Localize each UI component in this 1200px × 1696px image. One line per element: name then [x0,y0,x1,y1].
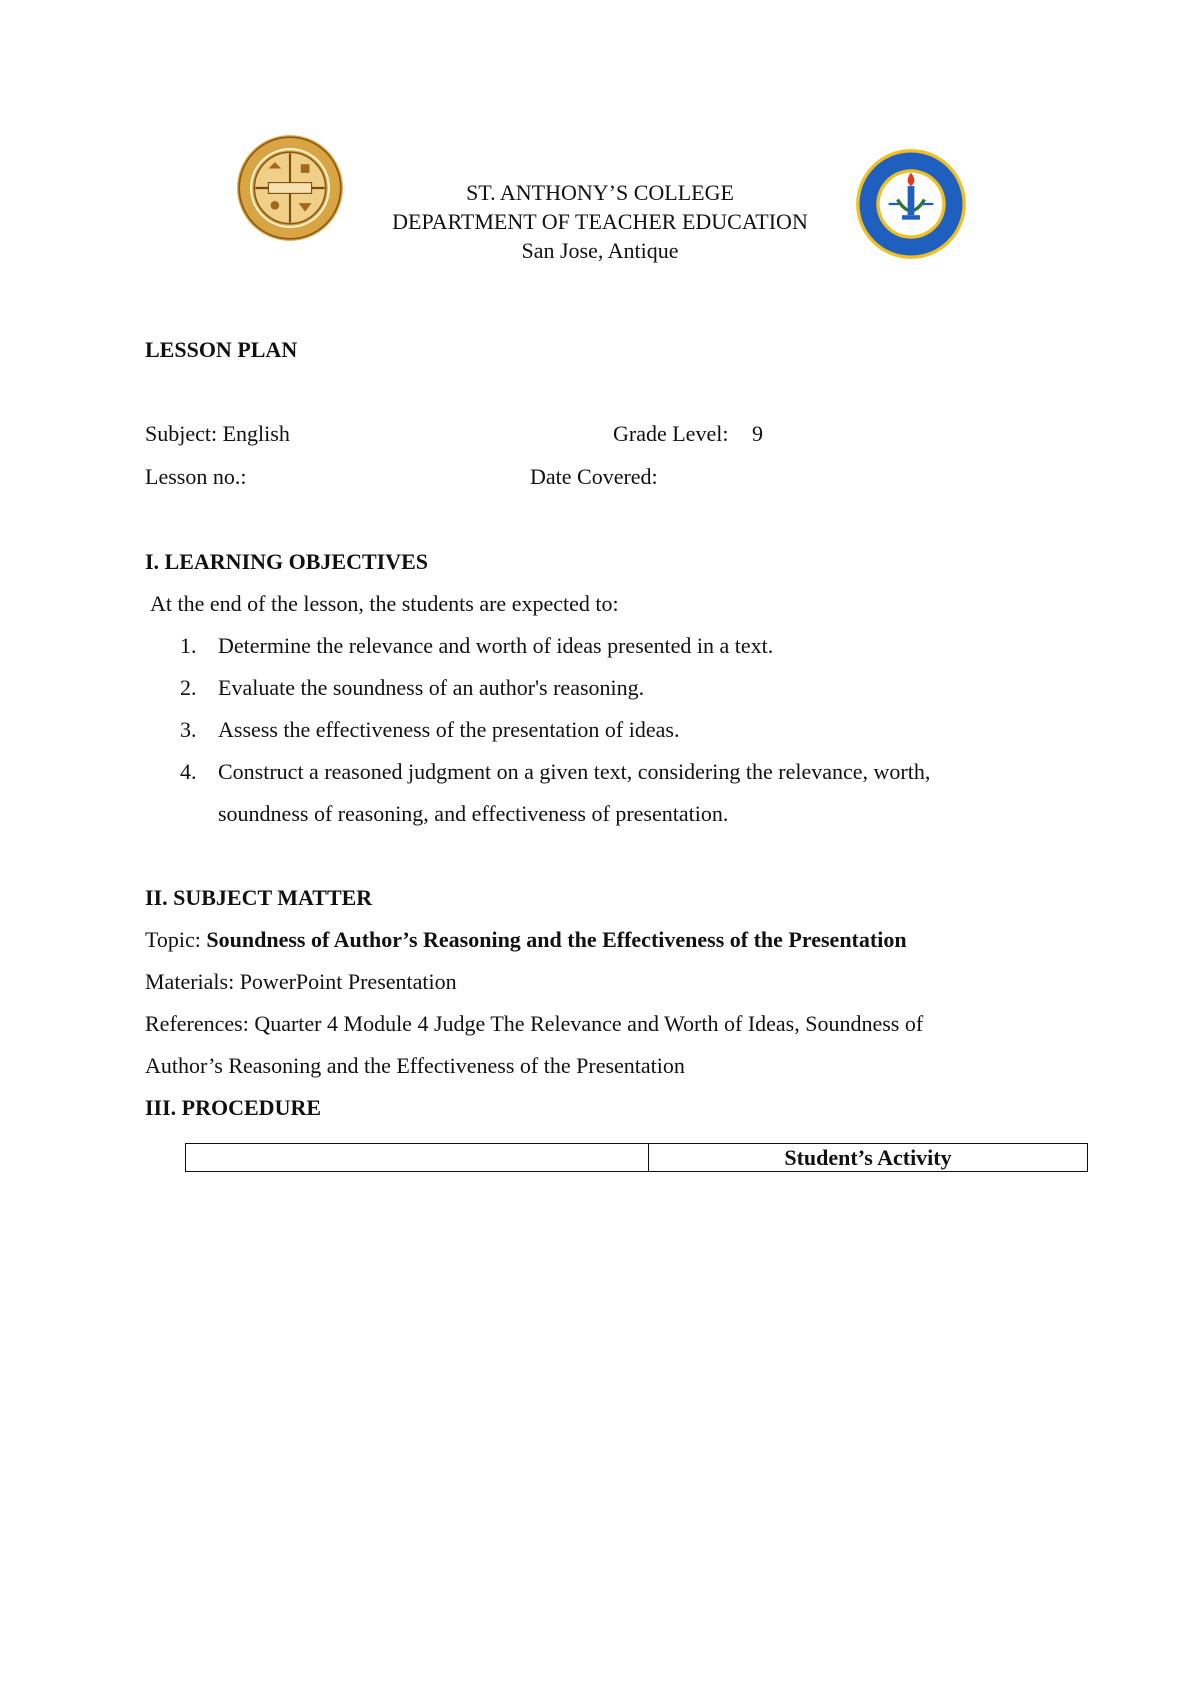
document-title: LESSON PLAN [145,337,298,362]
objective-text-continued: soundness of reasoning, and effectiveness of presentation. [218,801,729,826]
college-name: ST. ANTHONY’S COLLEGE [466,180,734,205]
grade-level-label: Grade Level: [613,421,729,446]
references-line-continued: Author’s Reasoning and the Effectiveness of the Presentation [145,1053,685,1078]
subject-matter-heading: II. SUBJECT MATTER [145,885,373,910]
objective-item [180,635,1080,657]
objective-number: 2. [180,675,197,700]
date-covered-field: Date Covered: [530,464,658,489]
references-line: References: Quarter 4 Module 4 Judge The Relevance and Worth of Ideas, Soundness of [145,1011,924,1036]
objectives-heading: I. LEARNING OBJECTIVES [145,549,429,574]
department-seal-icon [855,148,967,260]
objective-item [180,677,1080,699]
objective-text: Assess the effectiveness of the presentation of ideas. [218,717,680,742]
letterhead [340,178,860,265]
objectives-intro: At the end of the lesson, the students are expected to: [150,591,619,616]
topic-line [145,929,907,951]
department-name: DEPARTMENT OF TEACHER EDUCATION [392,209,808,234]
procedure-heading: III. PROCEDURE [145,1095,322,1120]
objective-number: 3. [180,717,197,742]
topic-value: Soundness of Author’s Reasoning and the Effectiveness of the Presentation [206,927,907,952]
materials-line: Materials: PowerPoint Presentation [145,969,457,994]
grade-level-value: 9 [752,421,763,446]
college-location: San Jose, Antique [521,238,679,263]
table-header-row [186,1144,1088,1172]
lesson-number-field: Lesson no.: [145,464,247,489]
procedure-table [185,1143,1088,1172]
objective-number: 1. [180,633,197,658]
objective-text: Determine the relevance and worth of ideas presented in a text. [218,633,774,658]
objective-item [180,761,1080,783]
objective-text: Construct a reasoned judgment on a given text, considering the relevance, worth, [218,759,931,784]
topic-label: Topic: [145,927,207,952]
objective-number: 4. [180,759,197,784]
college-seal-icon [236,134,344,242]
teacher-activity-header [186,1144,649,1172]
objective-item [180,719,1080,741]
student-activity-header: Student’s Activity [649,1144,1088,1172]
subject-field: Subject: English [145,421,290,446]
objective-text: Evaluate the soundness of an author's reasoning. [218,675,645,700]
